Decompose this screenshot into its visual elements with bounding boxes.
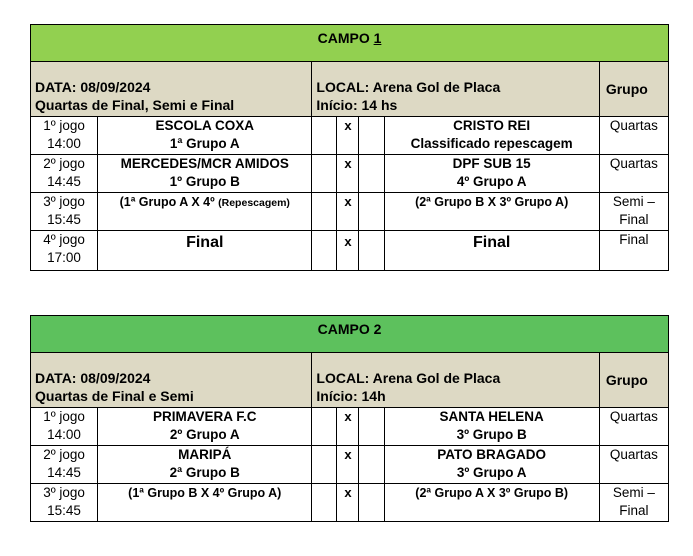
campo1-date: DATA: 08/09/2024: [35, 79, 151, 95]
table-row: 4º jogo 17:00 Final x Final Final: [31, 231, 669, 271]
campo2-grupo-header: Grupo: [599, 353, 668, 408]
table-row: 1º jogo 14:00 ESCOLA COXA 1ª Grupo A x CRISTO REI Classificado repescagem Quartas: [31, 117, 669, 155]
campo2-date-phase: [31, 353, 312, 408]
table-row: 2º jogo 14:45 MERCEDES/MCR AMIDOS 1º Grupo B x DPF SUB 15 4º Grupo A Quartas: [31, 155, 669, 193]
campo1-table: [30, 24, 669, 271]
campo2-inicio: Início: 14h: [316, 388, 386, 404]
campo2-local-inicio: [312, 353, 599, 408]
campo2-phase: Quartas de Final e Semi: [35, 388, 194, 404]
campo1-local-inicio: [312, 62, 599, 117]
table-row: 2º jogo 14:45 MARIPÁ 2ª Grupo B x PATO BRAGADO 3º Grupo A Quartas: [31, 446, 669, 484]
table-row: 3º jogo 15:45 (1ª Grupo A X 4º (Repescagem) x (2ª Grupo B X 3º Grupo A) Semi – Final: [31, 193, 669, 231]
campo1-inicio: Início: 14 hs: [316, 97, 398, 113]
table-row: 3º jogo 15:45 (1ª Grupo B X 4º Grupo A) x (2ª Grupo A X 3º Grupo B) Semi – Final: [31, 484, 669, 522]
table-row: 1º jogo 14:00 PRIMAVERA F.C 2º Grupo A x SANTA HELENA 3º Grupo B Quartas: [31, 408, 669, 446]
campo1-phase: Quartas de Final, Semi e Final: [35, 97, 235, 113]
campo1-grupo-header: Grupo: [599, 62, 668, 117]
campo1-local: LOCAL: Arena Gol de Placa: [316, 79, 501, 95]
campo2-title: CAMPO 2: [31, 316, 669, 353]
campo2-table: [30, 315, 669, 522]
campo1-date-phase: [31, 62, 312, 117]
campo1-title: CAMPO 1: [31, 25, 669, 62]
campo2-date: DATA: 08/09/2024: [35, 370, 151, 386]
campo2-local: LOCAL: Arena Gol de Placa: [316, 370, 501, 386]
